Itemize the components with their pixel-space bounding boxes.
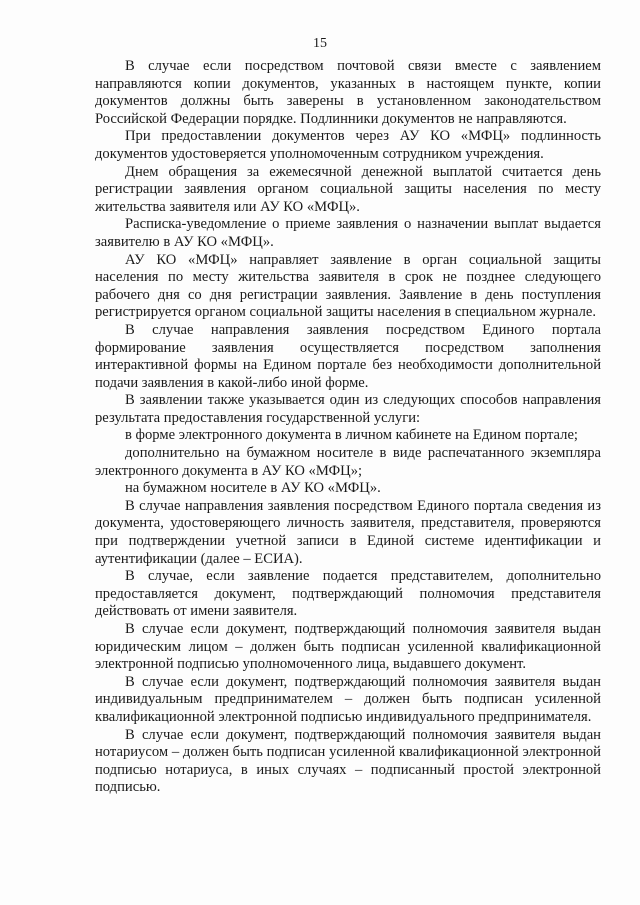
paragraph: В случае направления заявления посредством Единого портала сведения из документа, удостоверяющего личность заявителя, представителя, проверяются при подтверждении учетной записи в Единой системе идентификации и аутентификации (далее – ЕСИА).	[95, 497, 601, 567]
paragraph: Расписка-уведомление о приеме заявления о назначении выплат выдается заявителю в АУ КО «МФЦ».	[95, 216, 601, 250]
list-item: дополнительно на бумажном носителе в виде распечатанного экземпляра электронного документа в АУ КО «МФЦ»;	[95, 445, 601, 479]
paragraph: В случае направления заявления посредством Единого портала формирование заявления осуществляется посредством заполнения интерактивной формы на Едином портале без необходимости дополнительной подачи заявления в какой-либо иной форме.	[95, 321, 601, 391]
paragraph: В случае если посредством почтовой связи вместе с заявлением направляются копии документов, указанных в настоящем пункте, копии документов должны быть заверены в установленном законодательством Российской Федерации порядке. Подлинники документов не направляются.	[95, 58, 601, 127]
paragraph: АУ КО «МФЦ» направляет заявление в орган социальной защиты населения по месту жительства заявителя в срок не позднее следующего рабочего дня со дня регистрации заявления. Заявление в день поступления регистрируется органом социальной защиты населения в специальном журнале.	[95, 251, 601, 321]
paragraph: В заявлении также указывается один из следующих способов направления результата предоставления государственной услуги:	[95, 392, 601, 426]
paragraph: Днем обращения за ежемесячной денежной выплатой считается день регистрации заявления органом социальной защиты населения по месту жительства заявителя или АУ КО «МФЦ».	[95, 163, 601, 215]
paragraph: В случае, если заявление подается представителем, дополнительно предоставляется документ, подтверждающий полномочия представителя действовать от имени заявителя.	[95, 568, 601, 620]
page-number: 15	[313, 36, 327, 51]
list-item: в форме электронного документа в личном кабинете на Едином портале;	[125, 427, 578, 444]
paragraph: В случае если документ, подтверждающий полномочия заявителя выдан индивидуальным предпринимателем – должен быть подписан усиленной квалификационной электронной подписью индивидуального предпринимателя.	[95, 673, 601, 725]
paragraph: В случае если документ, подтверждающий полномочия заявителя выдан нотариусом – должен быть подписан усиленной квалификационной электронной подписью нотариуса, в иных случаях – подписанный простой электронной подписью.	[95, 726, 601, 796]
paragraph: При предоставлении документов через АУ КО «МФЦ» подлинность документов удостоверяется уполномоченным сотрудником учреждения.	[95, 128, 601, 162]
document-body	[95, 58, 601, 797]
list-item: на бумажном носителе в АУ КО «МФЦ».	[125, 480, 381, 497]
paragraph: В случае если документ, подтверждающий полномочия заявителя выдан юридическим лицом – должен быть подписан усиленной квалификационной электронной подписью уполномоченного лица, выдавшего документ.	[95, 621, 601, 673]
